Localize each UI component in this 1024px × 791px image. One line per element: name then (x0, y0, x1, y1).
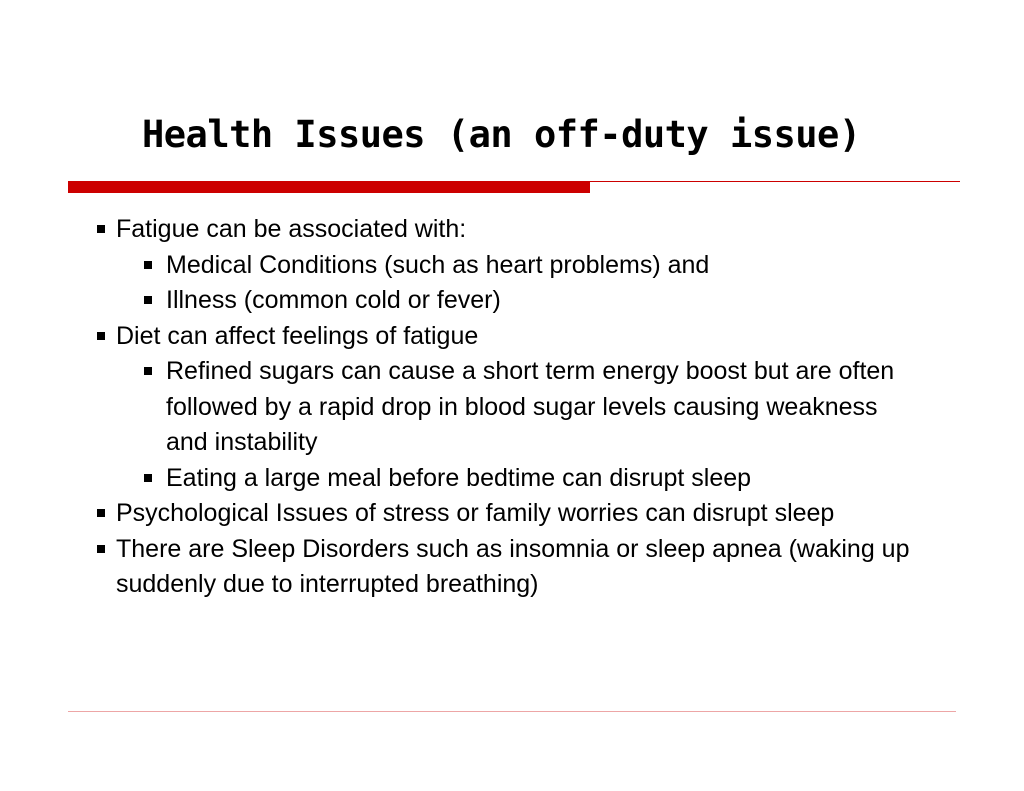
title-accent-bar (68, 181, 590, 193)
footer-divider (68, 711, 956, 712)
bullet-item (95, 319, 925, 355)
square-bullet-icon (97, 332, 105, 340)
bullet-text: Fatigue can be associated with: (116, 215, 467, 243)
bullet-item (95, 212, 925, 248)
sub-bullet-item (95, 248, 925, 284)
slide-title: Health Issues (an off-duty issue) (142, 113, 861, 156)
bullet-text: Illness (common cold or fever) (166, 286, 501, 314)
square-bullet-icon (97, 545, 105, 553)
sub-bullet-item (95, 354, 925, 461)
square-bullet-icon (144, 367, 152, 375)
square-bullet-icon (97, 509, 105, 517)
square-bullet-icon (144, 474, 152, 482)
bullet-text: There are Sleep Disorders such as insomnia or sleep apnea (waking up suddenly due to interrupted breathing) (116, 534, 910, 598)
bullet-item (95, 496, 925, 532)
square-bullet-icon (144, 261, 152, 269)
bullet-text: Eating a large meal before bedtime can disrupt sleep (166, 463, 752, 492)
sub-bullet-item (95, 461, 925, 497)
square-bullet-icon (144, 296, 152, 304)
bullet-text: Psychological Issues of stress or family worries can disrupt sleep (116, 499, 835, 527)
bullet-text: Medical Conditions (such as heart problems) and (166, 250, 710, 279)
bullet-list (95, 212, 925, 603)
square-bullet-icon (97, 225, 105, 233)
bullet-item (95, 532, 925, 603)
bullet-text: Refined sugars can cause a short term energy boost but are often followed by a rapid drop in blood sugar levels causing weakness and instability (166, 357, 895, 456)
title-accent-line (590, 181, 960, 182)
sub-bullet-item (95, 283, 925, 319)
bullet-text: Diet can affect feelings of fatigue (116, 321, 479, 350)
